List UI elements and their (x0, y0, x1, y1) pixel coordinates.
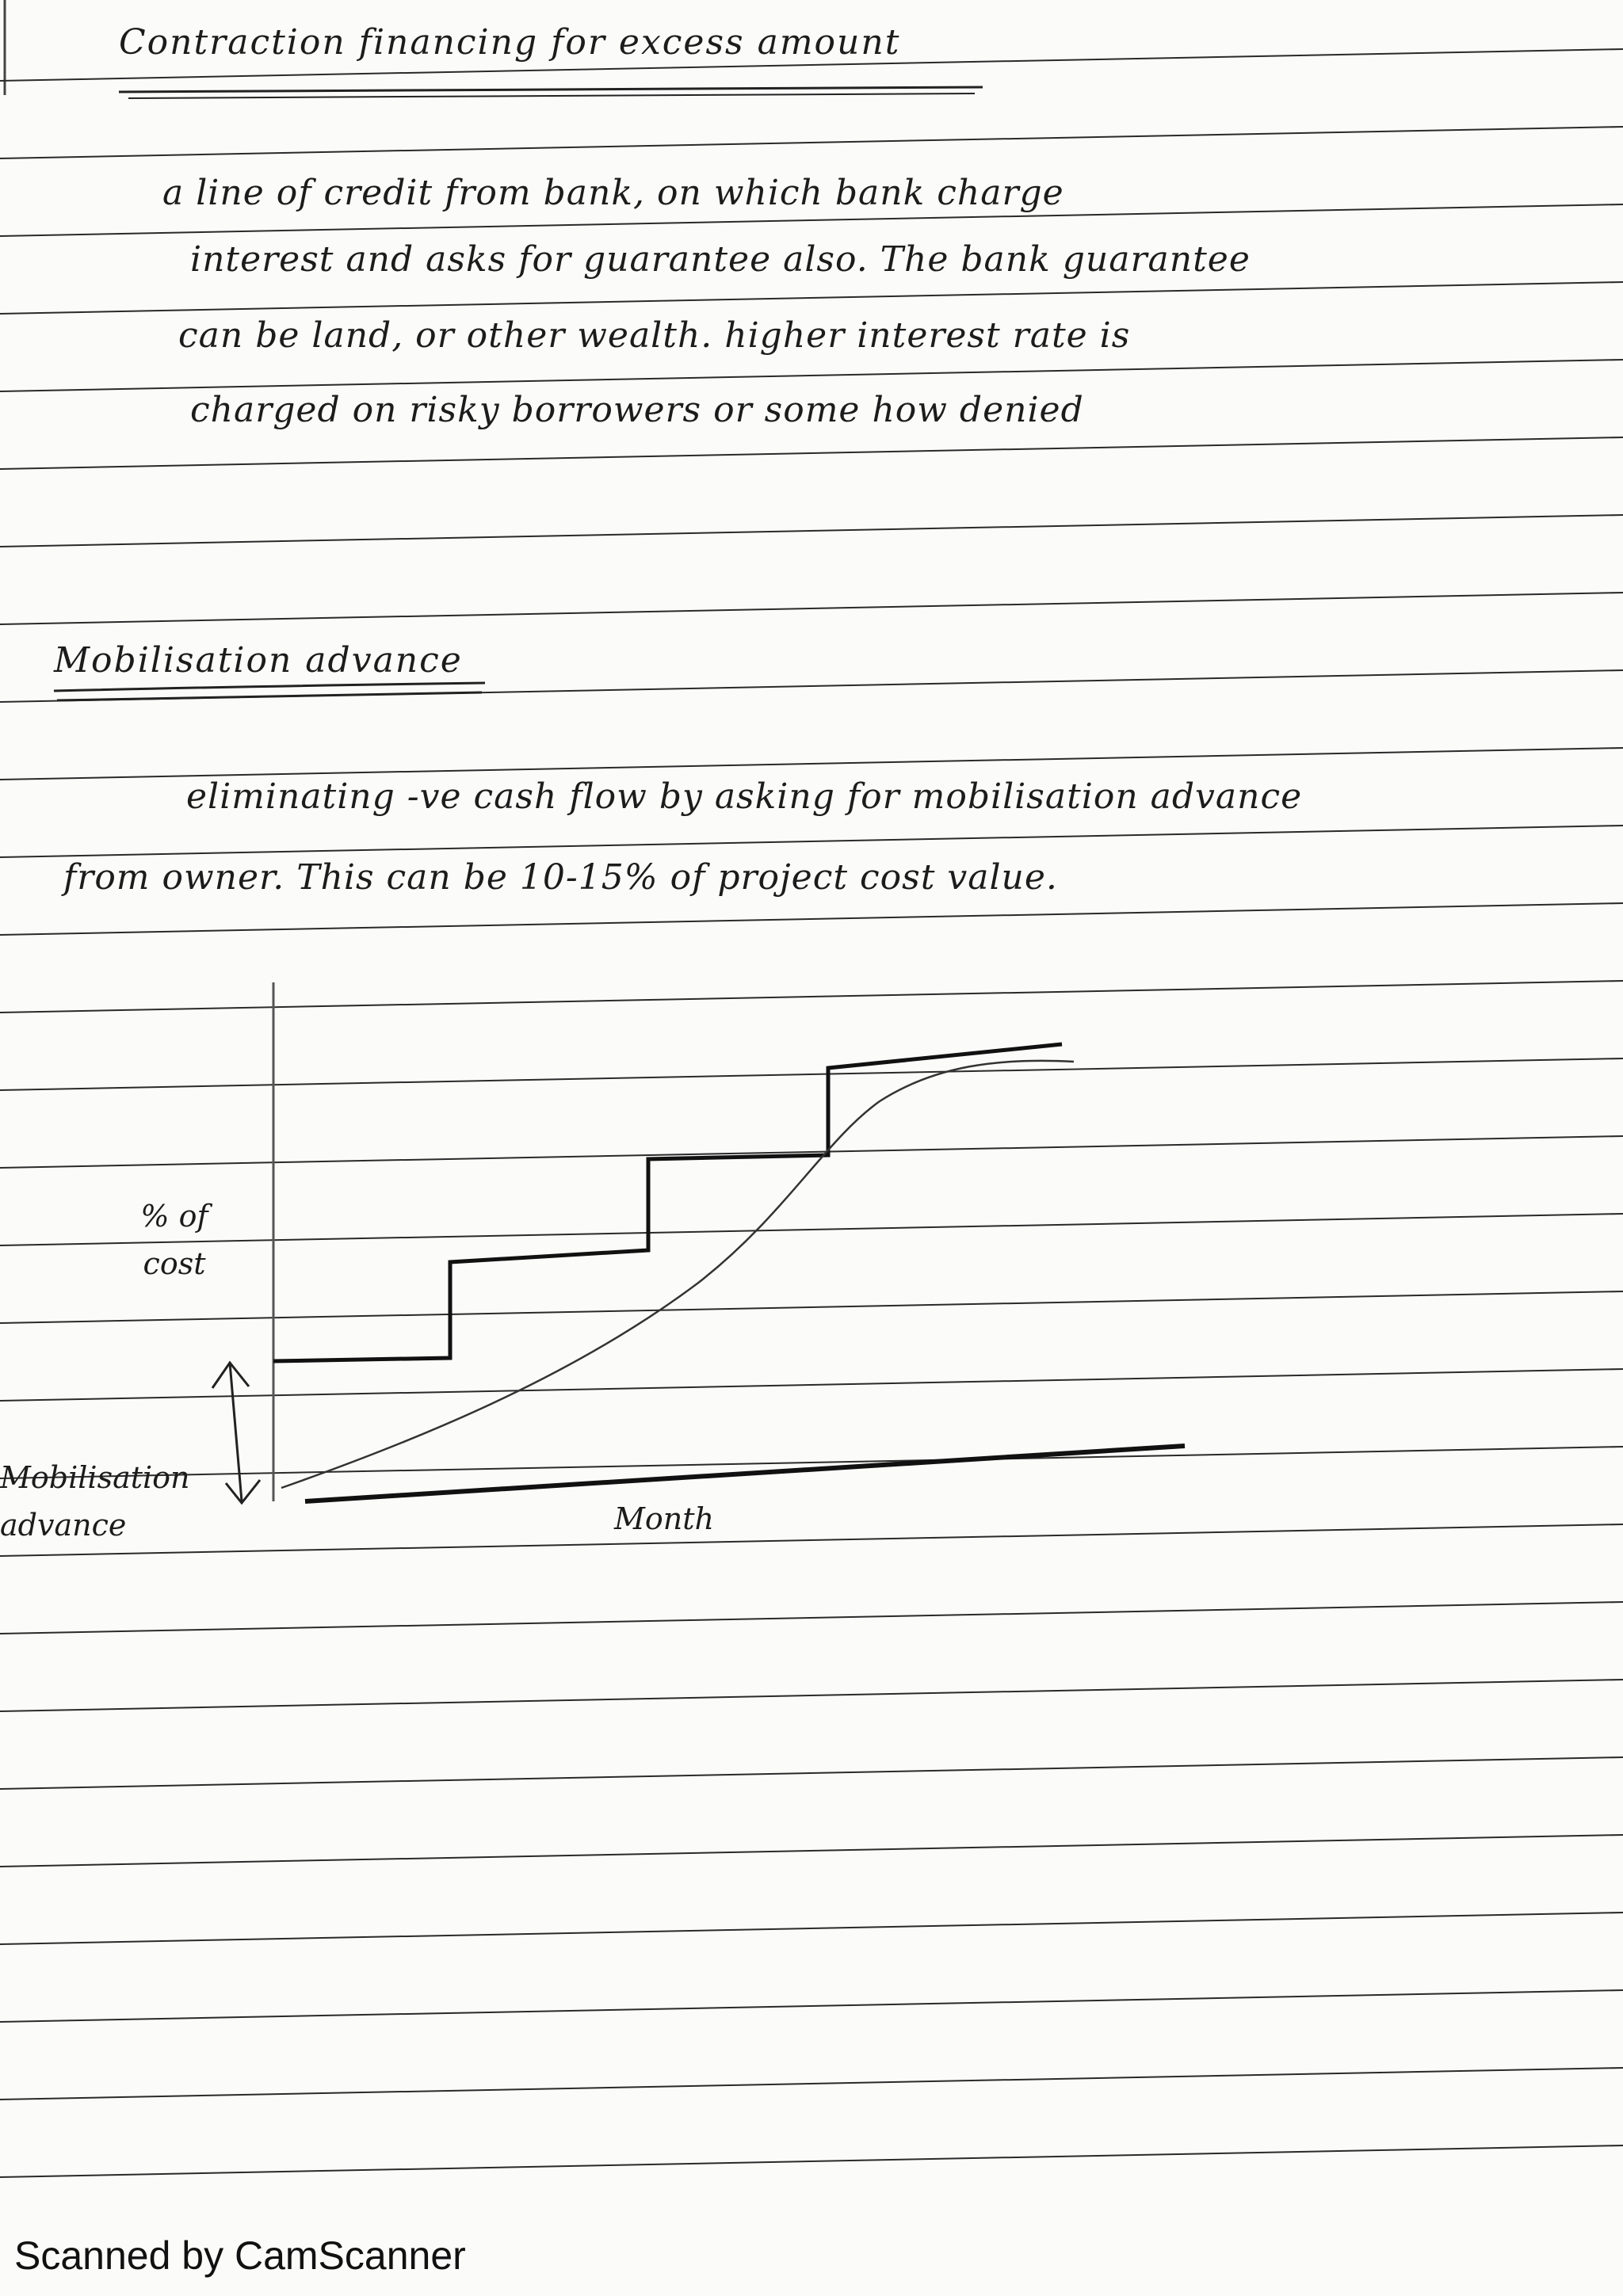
graph-ylabel: % of cost (140, 1199, 208, 1281)
graph-x-axis (305, 1446, 1185, 1501)
graph-xlabel: Month (614, 1501, 715, 1536)
mobilisation-advance-arrow (212, 1363, 260, 1503)
section2-line-2: from owner. This can be 10-15% of project cost value. (63, 857, 1058, 898)
section2-line-1: eliminating -ve cash flow by asking for mobilisation advance (186, 776, 1303, 817)
mobilisation-advance-label: Mobilisation advance (0, 1460, 190, 1543)
section2-heading: Mobilisation advance (54, 640, 463, 681)
section1-line-2: interest and asks for guarantee also. The bank guarantee (190, 239, 1251, 280)
section1-heading: Contraction financing for excess amount (119, 22, 901, 63)
cumulative-cost-s-curve (281, 1061, 1074, 1488)
section1-line-4: charged on risky borrowers or some how denied (190, 390, 1084, 430)
cumulative-income-step-line (273, 1044, 1062, 1361)
scanner-watermark: Scanned by CamScanner (14, 2233, 466, 2278)
section1-line-3: can be land, or other wealth. higher interest rate is (178, 315, 1131, 356)
section1-line-1: a line of credit from bank, on which bank charge (162, 173, 1064, 213)
